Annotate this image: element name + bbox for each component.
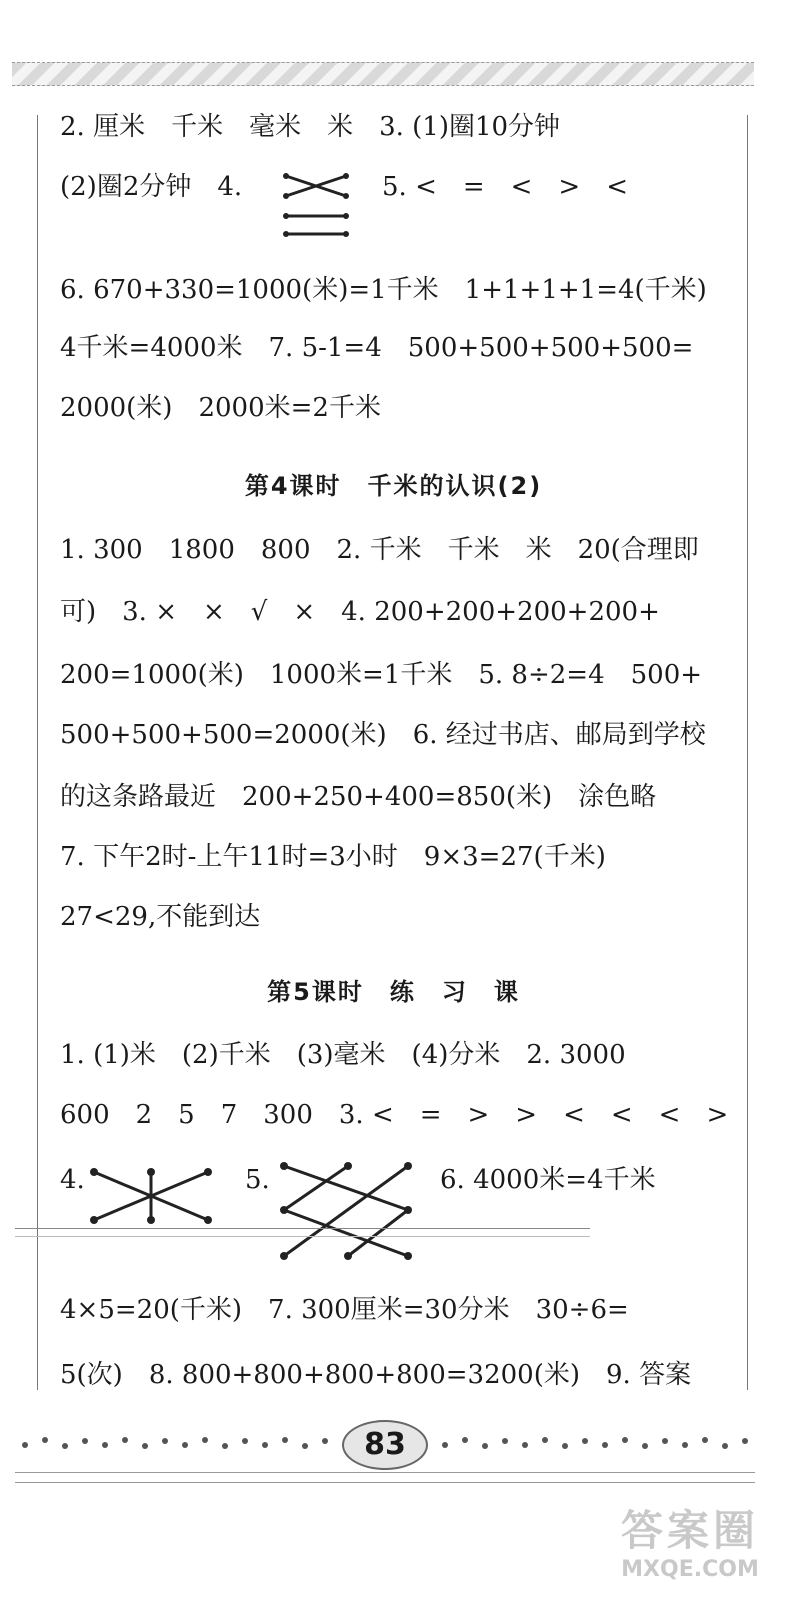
match-dot [343, 213, 349, 219]
left-margin-line [37, 115, 38, 1390]
section-heading-lesson-5: 第5课时 练 习 课 [267, 978, 520, 1006]
answer-line-8: 200=1000(米) 1000米=1千米 5. 8÷2=4 500+ [60, 660, 703, 690]
answer-line-12: 27<29,不能到达 [60, 902, 261, 932]
match-dot [204, 1216, 212, 1224]
match-dot [204, 1168, 212, 1176]
page-number: 83 [342, 1420, 428, 1470]
matching-diagram-1 [282, 170, 352, 240]
match-dot [343, 193, 349, 199]
header-decoration [12, 62, 754, 86]
match-dot [404, 1206, 412, 1214]
match-dot [280, 1162, 288, 1170]
match-line [284, 1166, 408, 1256]
match-dot [280, 1252, 288, 1260]
watermark-logo [600, 1505, 780, 1595]
section-separator-secondary [15, 1236, 590, 1237]
match-dot [147, 1216, 155, 1224]
match-dot [343, 231, 349, 237]
answer-line-7: 可) 3. × × √ × 4. 200+200+200+200+ [60, 597, 660, 627]
watermark-title: 答案圈 [620, 1506, 759, 1555]
matching-diagram-3 [278, 1160, 418, 1265]
answer-line-14: 600 2 5 7 300 3. < = > > < < < > [60, 1100, 729, 1130]
section-separator [15, 1228, 590, 1229]
footer-rule-2 [15, 1482, 755, 1483]
match-dot [344, 1252, 352, 1260]
match-line [284, 1166, 408, 1210]
match-dot [283, 173, 289, 179]
answer-line-15a: 4. [60, 1165, 85, 1195]
answer-line-6: 1. 300 1800 800 2. 千米 千米 米 20(合理即 [60, 535, 699, 565]
answer-line-1: 2. 厘米 千米 毫米 米 3. (1)圈10分钟 [60, 112, 561, 142]
match-dot [283, 213, 289, 219]
match-dot [344, 1162, 352, 1170]
answer-line-5: 2000(米) 2000米=2千米 [60, 393, 381, 423]
match-line [284, 1166, 348, 1210]
answer-line-11: 7. 下午2时-上午11时=3小时 9×3=27(千米) [60, 842, 606, 872]
footer-rule-1 [15, 1472, 755, 1473]
answer-line-10: 的这条路最近 200+250+400=850(米) 涂色略 [60, 782, 657, 812]
section-heading-lesson-4: 第4课时 千米的认识(2) [244, 472, 543, 500]
match-dot [90, 1216, 98, 1224]
match-dot [90, 1168, 98, 1176]
answer-line-3: 6. 670+330=1000(米)=1千米 1+1+1+1=4(千米) [60, 275, 707, 305]
match-dot [283, 231, 289, 237]
match-dot [404, 1162, 412, 1170]
match-dot [283, 193, 289, 199]
answer-line-16: 4×5=20(千米) 7. 300厘米=30分米 30÷6= [60, 1295, 629, 1325]
answer-line-15c: 6. 4000米=4千米 [440, 1165, 656, 1195]
match-dot [280, 1206, 288, 1214]
answer-line-13: 1. (1)米 (2)千米 (3)毫米 (4)分米 2. 3000 [60, 1040, 626, 1070]
answer-line-9: 500+500+500=2000(米) 6. 经过书店、邮局到学校 [60, 720, 706, 750]
matching-diagram-2 [88, 1166, 218, 1226]
watermark-url: MXQE.COM [621, 1557, 759, 1582]
match-line [284, 1210, 408, 1256]
match-dot [343, 173, 349, 179]
answer-line-17: 5(次) 8. 800+800+800+800=3200(米) 9. 答案 [60, 1360, 692, 1390]
match-dot [147, 1168, 155, 1176]
right-margin-line [747, 115, 748, 1390]
match-line [348, 1210, 408, 1256]
match-dot [404, 1252, 412, 1260]
answer-line-2b: 5. < = < > < [382, 172, 628, 202]
answer-line-2a: (2)圈2分钟 4. [60, 172, 243, 202]
answer-line-4: 4千米=4000米 7. 5-1=4 500+500+500+500= [60, 333, 694, 363]
answer-line-15b: 5. [245, 1165, 270, 1195]
